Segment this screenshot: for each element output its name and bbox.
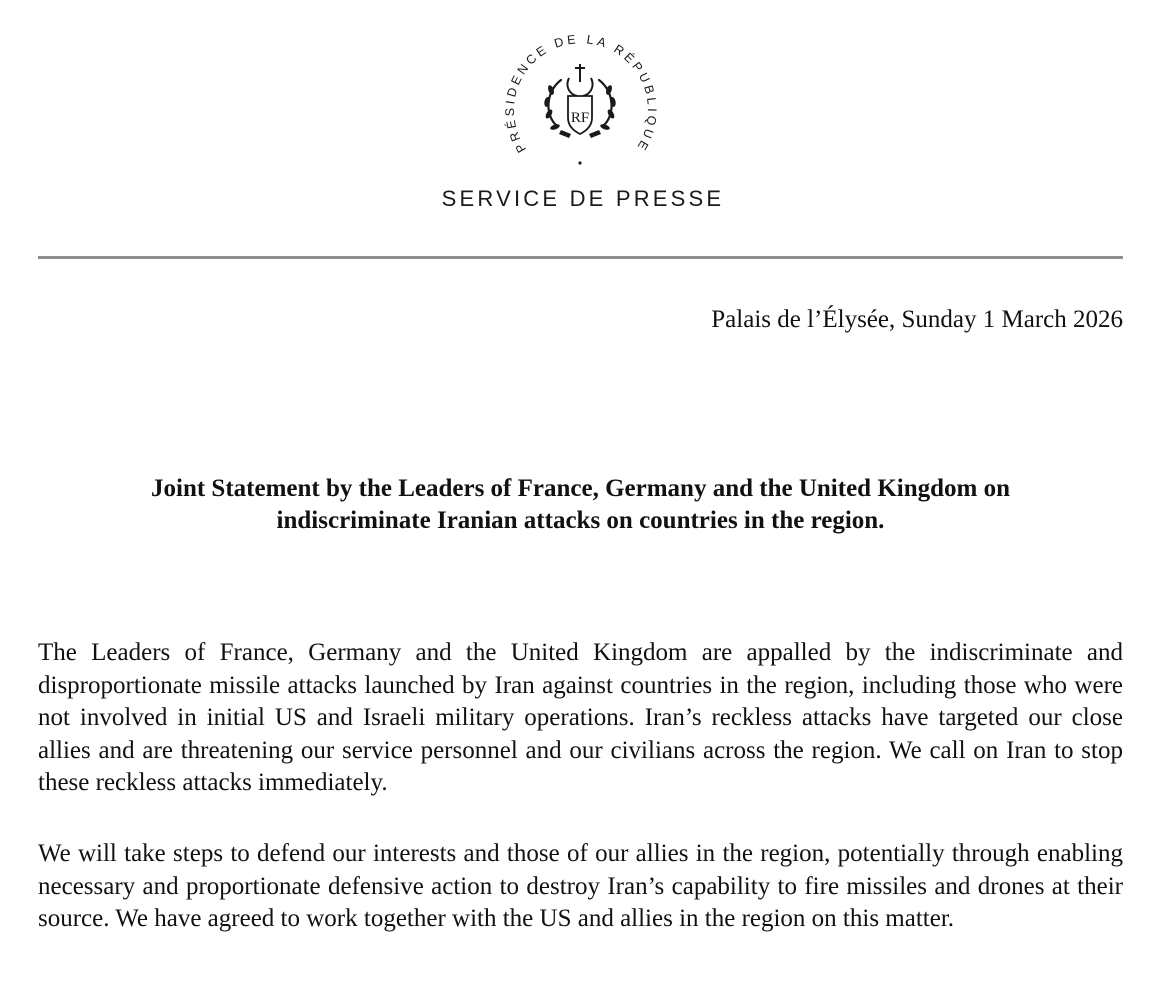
header-divider [38,256,1123,259]
statement-paragraph-2: We will take steps to defend our interests and those of our allies in the region, potentially through enabling necessary and proportionate defensive action to destroy Iran’s capability to fire missiles and drones at their source. We have agreed to work together with the US and allies in the region on this matter. [38,840,1123,932]
statement-title-line-2: indiscriminate Iranian attacks on countries in the region. [276,507,885,534]
svg-text:PRÉSIDENCE DE LA RÉPUBLIQUE [502,32,659,155]
seal-monogram: RF [570,110,590,126]
statement-title [38,473,1123,537]
statement-paragraph-1: The Leaders of France, Germany and the United Kingdom are appalled by the indiscriminate and disproportionate missile attacks launched by Iran against countries in the region, including those who were not involved in initial US and Israeli military operations. Iran’s reckless attacks have targeted our close allies and are threatening our service personnel and our civilians across the region. We call on Iran to stop these reckless attacks immediately. [38,639,1123,796]
seal-icon [491,30,671,180]
presidency-seal [491,30,671,180]
press-service-label: SERVICE DE PRESSE [441,186,725,211]
statement-title-line-1: Joint Statement by the Leaders of France, Germany and the United Kingdom on [151,475,1010,502]
seal-ring-text: PRÉSIDENCE DE LA RÉPUBLIQUE [502,32,660,156]
dateline: Palais de l’Élysée, Sunday 1 March 2026 [711,306,1123,333]
